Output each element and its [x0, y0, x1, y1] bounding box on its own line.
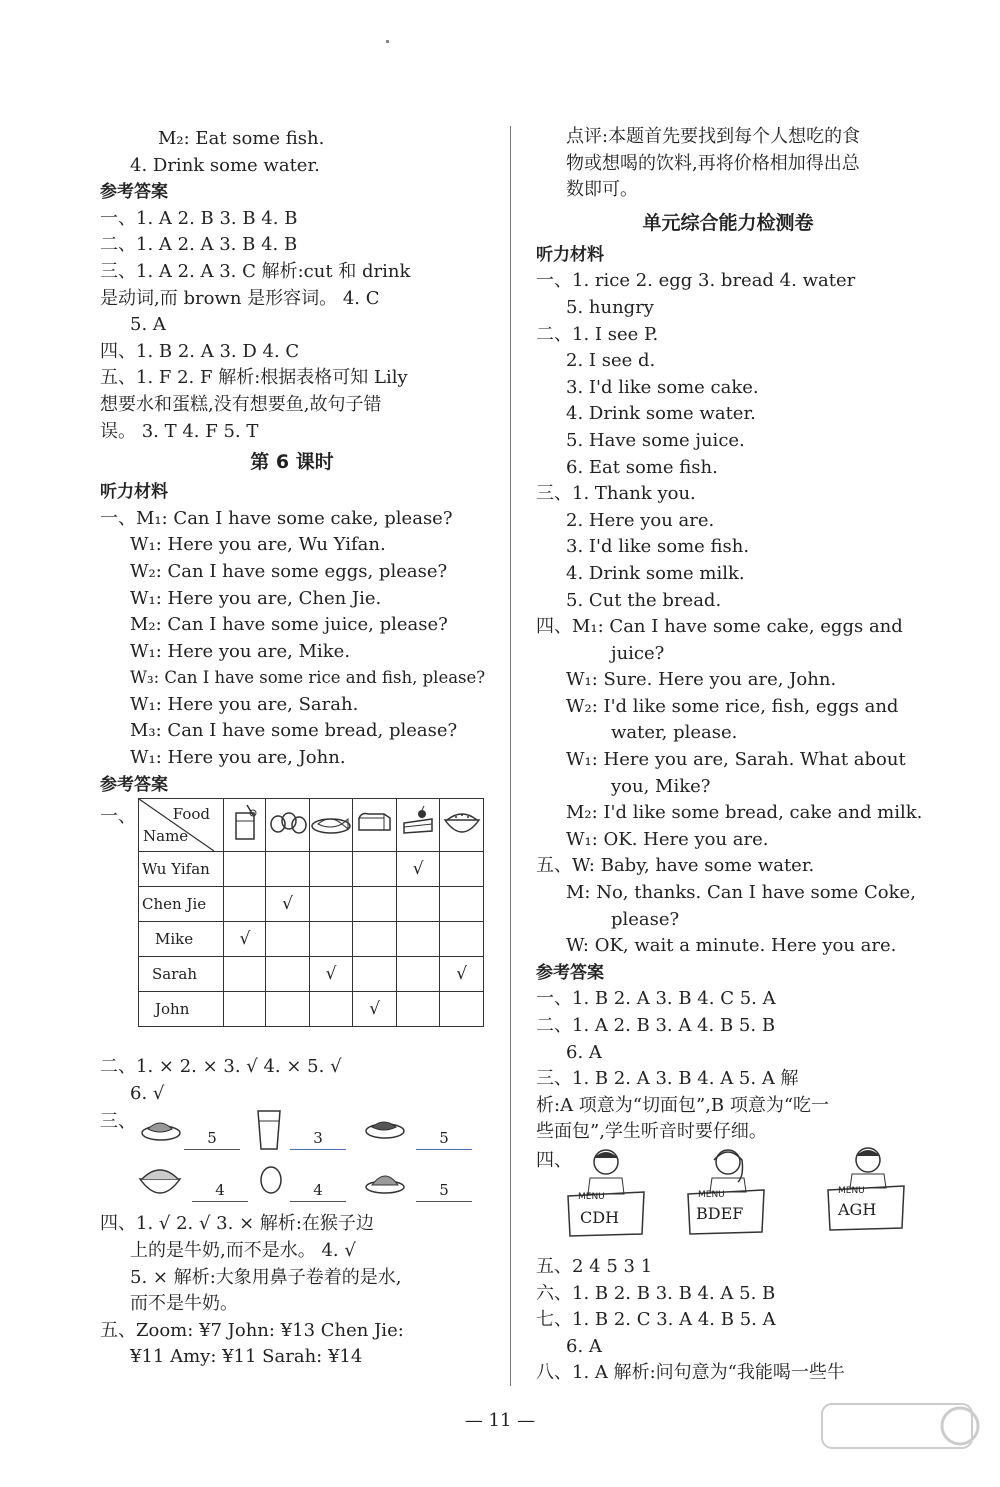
answer-line: 6. A: [566, 1041, 602, 1063]
answer-line: 四、1. B 2. A 3. D 4. C: [100, 340, 300, 362]
listening-line: 3. I'd like some cake.: [566, 376, 759, 398]
listening-line: 5. Have some juice.: [566, 429, 745, 451]
table-cell: √: [440, 957, 484, 992]
table-cell: [397, 992, 440, 1027]
question-number: 三、: [100, 1111, 136, 1133]
dialogue-line: W₁: Here you are, Sarah. What about: [566, 749, 906, 771]
table-cell: [353, 922, 397, 957]
answer-line: 想要水和蛋糕,没有想要鱼,故句子错: [100, 393, 382, 415]
table-row: [139, 957, 484, 992]
listening-line: 6. Eat some fish.: [566, 456, 718, 478]
table-cell: [224, 887, 266, 922]
table-cell: [440, 922, 484, 957]
answer-line: 一、1. B 2. A 3. B 4. C 5. A: [536, 988, 776, 1010]
food-table: [138, 798, 484, 1027]
answer-line: 五、Zoom: ¥7 John: ¥13 Chen Jie:: [100, 1319, 404, 1341]
table-cell: [440, 887, 484, 922]
table-cell: [353, 957, 397, 992]
table-cell: [353, 887, 397, 922]
answer-line: 七、1. B 2. C 3. A 4. B 5. A: [536, 1309, 776, 1331]
table-cell: [397, 922, 440, 957]
listening-line: 4. Drink some milk.: [566, 562, 745, 584]
listening-line: 2. Here you are.: [566, 509, 715, 531]
diagonal-header-cell: [139, 799, 224, 852]
dialogue-line: W₁: Here you are, Wu Yifan.: [130, 534, 386, 556]
watermark-logo: [820, 1400, 990, 1480]
answer-line: 二、1. A 2. B 3. A 4. B 5. B: [536, 1015, 776, 1036]
dialogue-line: W₁: Here you are, Mike.: [130, 640, 351, 662]
girl-with-menu-illustration: [686, 1146, 761, 1241]
table-name-cell: Chen Jie: [139, 887, 224, 922]
table-cell: [224, 852, 266, 887]
picture-answers-row-1: [100, 1107, 484, 1159]
answer-line: 误。 3. T 4. F 5. T: [100, 420, 259, 442]
fish-dish-icon: [309, 799, 353, 852]
table-row: [139, 922, 484, 957]
water-glass-icon: [254, 1107, 284, 1153]
table-cell: √: [309, 957, 353, 992]
menu-letters: AGH: [838, 1199, 877, 1219]
commentary-line: 物或想喝的饮料,再将价格相加得出总: [566, 152, 860, 174]
name-label: Name: [143, 827, 189, 846]
answer-blank: 4: [192, 1181, 248, 1202]
answer-line: 一、1. A 2. B 3. B 4. B: [100, 207, 298, 229]
dialogue-line: M₃: Can I have some bread, please?: [130, 720, 458, 742]
table-cell: √: [353, 992, 397, 1027]
table-row: [139, 852, 484, 887]
table-name-cell: Mike: [139, 922, 224, 957]
table-cell: √: [224, 922, 266, 957]
table-cell: [397, 887, 440, 922]
answer-line: 六、1. B 2. B 3. B 4. A 5. B: [536, 1282, 776, 1304]
table-cell: [266, 957, 309, 992]
answer-line: 6. √: [130, 1082, 165, 1104]
dialogue-line: W₁: Here you are, Sarah.: [130, 693, 359, 715]
table-cell: [440, 852, 484, 887]
lesson-title: 第 6 课时: [250, 451, 334, 474]
table-cell: [440, 992, 484, 1027]
answer-line: 些面包”,学生听音时要仔细。: [536, 1121, 767, 1143]
dialogue-line: W₂: I'd like some rice, fish, eggs and: [566, 695, 899, 717]
listening-heading: 听力材料: [100, 482, 168, 503]
table-cell: √: [266, 887, 309, 922]
fish-plate-icon: [140, 1111, 182, 1145]
table-cell: [224, 957, 266, 992]
answer-line: 五、2 4 5 3 1: [536, 1255, 653, 1277]
dialogue-line: 五、W: Baby, have some water.: [536, 855, 815, 877]
rice-bowl-icon: [440, 799, 484, 852]
dialogue-line: W₃: Can I have some rice and fish, please?: [130, 668, 486, 688]
table-name-cell: John: [139, 992, 224, 1027]
table-cell: [309, 887, 353, 922]
table-cell: [309, 922, 353, 957]
table-row: [139, 992, 484, 1027]
dialogue-line: W₁: OK. Here you are.: [566, 828, 769, 850]
listening-line: 5. Cut the bread.: [566, 589, 722, 611]
table-header-row: [139, 799, 484, 852]
egg-icon: [258, 1163, 284, 1197]
dialogue-line: M₂: Can I have some juice, please?: [130, 614, 448, 636]
right-column: [536, 124, 923, 1387]
listening-line: 二、1. I see P.: [536, 323, 659, 345]
menu-label: MENU: [698, 1189, 725, 1200]
table-cell: [309, 992, 353, 1027]
question-number: 四、: [536, 1149, 572, 1171]
answer-line: 八、1. A 解析:问句意为“我能喝一些牛: [536, 1362, 845, 1384]
table-cell: [266, 852, 309, 887]
answer-heading: 参考答案: [100, 774, 168, 795]
question-number: 一、: [100, 806, 136, 828]
table-cell: [266, 922, 309, 957]
bread-icon: [353, 799, 397, 852]
menu-letters: CDH: [580, 1207, 620, 1227]
dialogue-line: W: OK, wait a minute. Here you are.: [566, 935, 897, 957]
listening-line: 一、1. rice 2. egg 3. bread 4. water: [536, 270, 856, 292]
dialogue-line: you, Mike?: [611, 775, 711, 797]
answer-heading: 参考答案: [536, 962, 604, 983]
dialogue-line: juice?: [611, 642, 665, 664]
commentary-line: 点评:本题首先要找到每个人想吃的食: [566, 126, 861, 147]
listening-line: 5. hungry: [566, 296, 654, 318]
answer-blank: 5: [184, 1129, 240, 1150]
boy-with-menu-illustration: [566, 1146, 641, 1241]
listening-line: 3. I'd like some fish.: [566, 536, 750, 558]
column-divider: [510, 126, 511, 1386]
answer-line: 5. A: [130, 314, 166, 336]
eggs-icon: [266, 799, 309, 852]
listening-line: 三、1. Thank you.: [536, 483, 696, 505]
table-name-cell: Wu Yifan: [139, 852, 224, 887]
answer-line: 三、1. B 2. A 3. B 4. A 5. A 解: [536, 1068, 799, 1090]
table-cell: [353, 852, 397, 887]
answer-line: 二、1. × 2. × 3. √ 4. × 5. √: [100, 1056, 342, 1078]
answer-blank: 5: [416, 1129, 472, 1150]
answer-blank: 5: [416, 1181, 472, 1202]
dialogue-line: M: No, thanks. Can I have some Coke,: [566, 882, 916, 904]
cake-icon: [397, 799, 440, 852]
answer-line: 三、1. A 2. A 3. C 解析:cut 和 drink: [100, 260, 411, 282]
listening-line: 2. I see d.: [566, 350, 656, 372]
answer-line: 是动词,而 brown 是形容词。 4. C: [100, 287, 380, 309]
answer-line: 四、1. √ 2. √ 3. × 解析:在猴子边: [100, 1213, 374, 1235]
dialogue-line: 4. Drink some water.: [130, 154, 320, 176]
page-number: — 11 —: [464, 1410, 536, 1431]
dialogue-line: W₁: Sure. Here you are, John.: [566, 669, 837, 691]
dialogue-line: M₂: I'd like some bread, cake and milk.: [566, 802, 923, 824]
answer-line: 上的是牛奶,而不是水。 4. √: [130, 1240, 356, 1262]
table-cell: [224, 992, 266, 1027]
food-label: Food: [172, 805, 210, 824]
menu-label: MENU: [838, 1185, 865, 1196]
dialogue-line: please?: [611, 908, 680, 930]
dialogue-line: 四、M₁: Can I have some cake, eggs and: [536, 616, 903, 638]
picture-answers-row-2: [100, 1159, 484, 1211]
bread-plate-icon: [364, 1163, 406, 1197]
listening-line: 4. Drink some water.: [566, 403, 756, 425]
answer-line: 而不是牛奶。: [130, 1293, 238, 1315]
menu-kids-block: [536, 1146, 920, 1254]
answer-line: 五、1. F 2. F 解析:根据表格可知 Lily: [100, 367, 408, 389]
boy-with-menu-illustration: [826, 1146, 901, 1241]
answer-heading: 参考答案: [100, 182, 168, 203]
answer-line: 5. × 解析:大象用鼻子卷着的是水,: [130, 1266, 402, 1288]
answer-line: ¥11 Amy: ¥11 Sarah: ¥14: [130, 1346, 363, 1368]
dialogue-line: water, please.: [611, 722, 738, 744]
answer-line: 析:A 项意为“切面包”,B 项意为“吃一: [536, 1094, 830, 1116]
answer-blank: 3: [290, 1129, 346, 1150]
answer-blank: 4: [290, 1181, 346, 1202]
commentary-line: 数即可。: [566, 179, 638, 201]
dialogue-line: W₂: Can I have some eggs, please?: [130, 560, 448, 582]
menu-letters: BDEF: [696, 1203, 744, 1223]
menu-label: MENU: [578, 1191, 605, 1202]
table-cell: [266, 992, 309, 1027]
scan-dot: [386, 40, 389, 43]
dialogue-line: W₁: Here you are, Chen Jie.: [130, 587, 382, 609]
dialogue-line: M₂: Eat some fish.: [158, 128, 325, 149]
dialogue-line: 一、M₁: Can I have some cake, please?: [100, 507, 453, 529]
fish-dish-icon: [364, 1111, 406, 1145]
table-row: [139, 887, 484, 922]
rice-bowl-icon: [136, 1161, 184, 1201]
table-cell: [397, 957, 440, 992]
table-cell: [309, 852, 353, 887]
answer-line: 6. A: [566, 1335, 602, 1357]
unit-test-title: 单元综合能力检测卷: [642, 211, 814, 234]
dialogue-line: W₁: Here you are, John.: [130, 747, 346, 769]
table-name-cell: Sarah: [139, 957, 224, 992]
table-cell: √: [397, 852, 440, 887]
listening-heading: 听力材料: [536, 244, 604, 265]
left-column: [100, 126, 484, 1371]
juice-icon: [224, 799, 266, 852]
food-table-block: [100, 798, 484, 1054]
answer-line: 二、1. A 2. A 3. B 4. B: [100, 234, 298, 256]
